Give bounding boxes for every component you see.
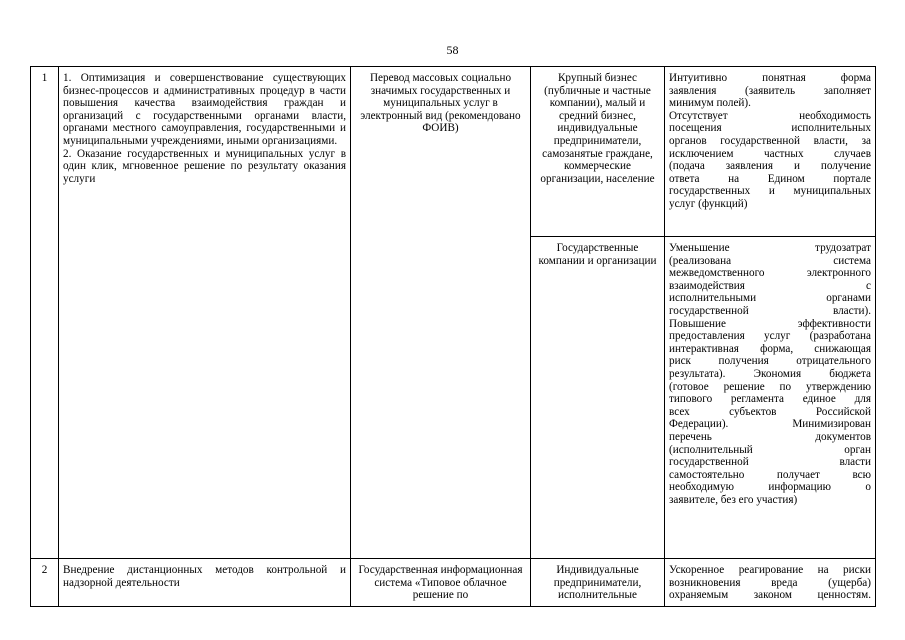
- row-target-group: Индивидуальные предприниматели, исполнительные: [531, 559, 665, 607]
- effect-line: государственной власти: [669, 456, 871, 469]
- row-number: 1: [31, 67, 59, 559]
- row-description: Внедрение дистанционных методов контрольной и надзорной деятельности: [59, 559, 351, 607]
- effect-line: посещения исполнительных: [669, 122, 871, 135]
- effect-line: Интуитивно понятная форма: [669, 72, 871, 84]
- row-effect: [665, 237, 876, 559]
- row-measure: Перевод массовых социально значимых государственных и муниципальных услуг в электронный вид (рекомендовано ФОИВ): [351, 67, 531, 559]
- effect-line: исполнительными органами: [669, 292, 871, 305]
- row-measure: Государственная информационная система «Типовое облачное решение по: [351, 559, 531, 607]
- row-target-group: Крупный бизнес (публичные и частные компании), малый и средний бизнес, индивидуальные предприниматели, самозанятые граждане, коммерческие организации, население: [531, 67, 665, 237]
- effect-line: взаимодействия с: [669, 279, 871, 292]
- row-target-group: Государственные компании и организации: [531, 237, 665, 559]
- effect-line: Отсутствует необходимость: [669, 109, 871, 122]
- effect-line: Повышение эффективности: [669, 317, 871, 330]
- effect-line: минимум полей).: [669, 97, 751, 110]
- effect-line: исключением частных случаев: [669, 147, 871, 160]
- measures-table: [30, 66, 876, 607]
- effect-line: заявления (заявитель заполняет: [669, 84, 871, 97]
- effect-line: результата). Экономия бюджета: [669, 367, 871, 380]
- row-effect: [665, 559, 876, 607]
- effect-line: органов государственной власти, за: [669, 134, 871, 147]
- effect-line: заявителе, без его участия): [669, 493, 798, 506]
- effect-line: ответа на Едином портале: [669, 172, 871, 185]
- effect-line: типового регламента единое для: [669, 393, 871, 406]
- row-effect: [665, 67, 876, 237]
- effect-line: риск получения отрицательного: [669, 355, 871, 368]
- effect-line: всех субъектов Российской: [669, 405, 871, 418]
- effect-line: (исполнительный орган: [669, 443, 871, 456]
- description-item: 2. Оказание государственных и муниципальных услуг в один клик, мгновенное решение по результату оказания услуги: [63, 147, 346, 185]
- effect-line: самостоятельно получает всю: [669, 468, 871, 481]
- effect-line: межведомственного электронного: [669, 267, 871, 280]
- effect-line: необходимую информацию о: [669, 481, 871, 494]
- row-number: 2: [31, 559, 59, 607]
- table-row: [31, 559, 876, 607]
- effect-line: Уменьшение трудозатрат: [669, 242, 871, 254]
- effect-line: возникновения вреда (ущерба): [669, 576, 871, 589]
- page-number: 58: [446, 43, 459, 57]
- effect-line: услуг (функций): [669, 197, 748, 210]
- description-item: 1. Оптимизация и совершенствование существующих бизнес-процессов и административных процедур в части повышения качества взаимодействия граждан и организаций с государственными органами власти, органами местного самоуправления, государственными и муниципальными учреждениями, иными организациями.: [63, 72, 346, 147]
- effect-line: Федерации). Минимизирован: [669, 418, 871, 431]
- effect-line: предоставления услуг (разработана: [669, 330, 871, 343]
- effect-line: охраняемым законом ценностям.: [669, 589, 871, 602]
- effect-line: (подача заявления и получение: [669, 160, 871, 173]
- effect-line: (реализована система: [669, 254, 871, 267]
- effect-line: государственных и муниципальных: [669, 185, 871, 198]
- effect-line: интерактивная форма, снижающая: [669, 342, 871, 355]
- effect-line: перечень документов: [669, 430, 871, 443]
- effect-line: Ускоренное реагирование на риски: [669, 564, 871, 576]
- row-description: [59, 67, 351, 559]
- table-row: [31, 67, 876, 237]
- effect-line: государственной власти).: [669, 304, 871, 317]
- effect-line: (готовое решение по утверждению: [669, 380, 871, 393]
